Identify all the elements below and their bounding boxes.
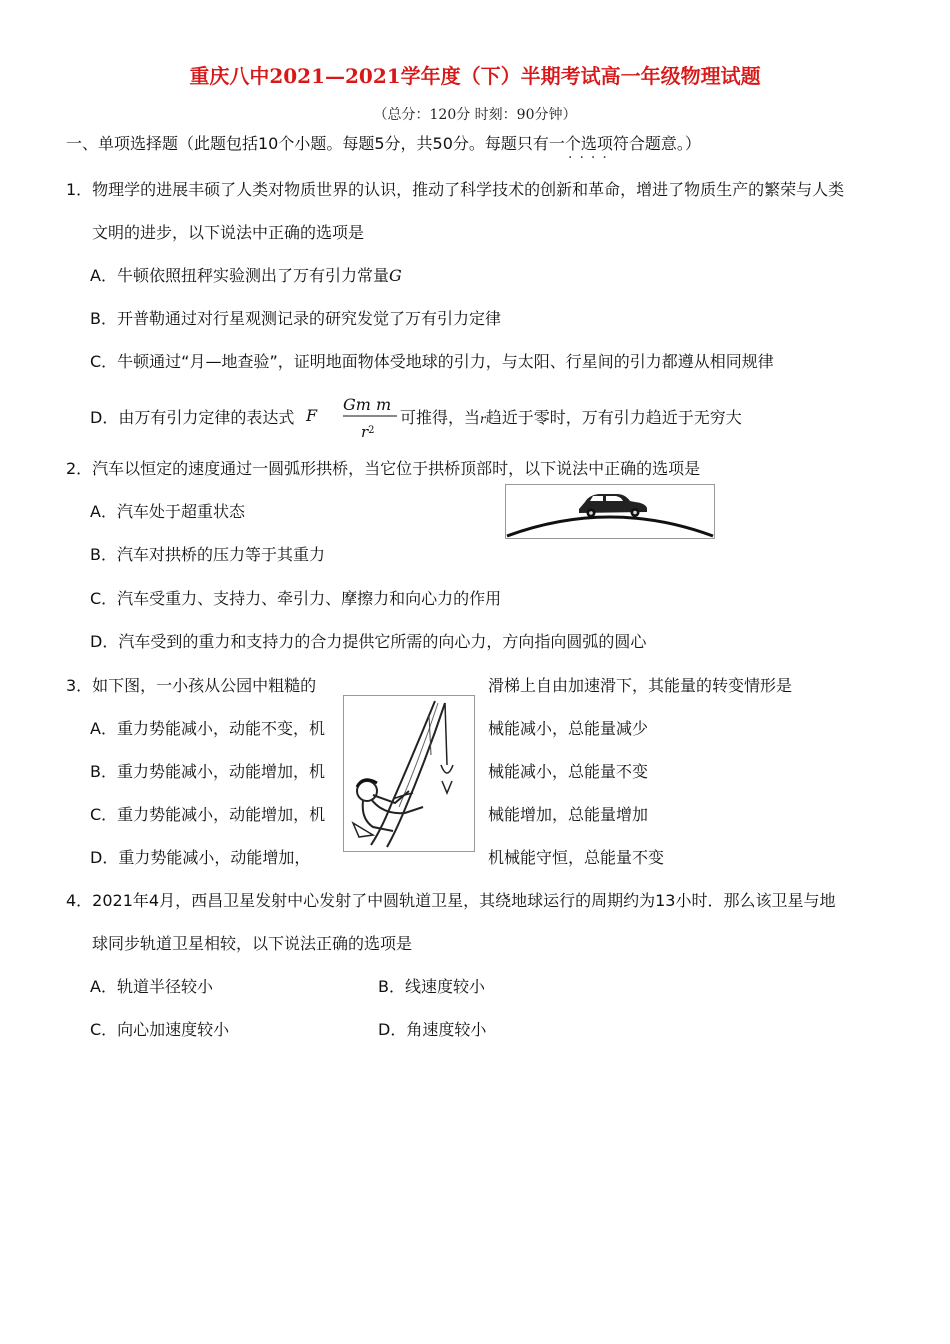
radius-symbol: r — [480, 412, 486, 426]
q4-option-d: D．角速度较小 — [378, 1020, 487, 1039]
q4-stem-line2: 球同步轨道卫星相较，以下说法正确的选项是 — [92, 934, 413, 953]
q3-option-c-left: C．重力势能减小，动能增加，机 — [90, 805, 326, 824]
q2-option-d: D．汽车受到的重力和支持力的合力提供它所需的向心力，方向指向圆弧的圆心 — [90, 632, 647, 651]
q2-option-a: A．汽车处于超重状态 — [90, 502, 245, 521]
q3-option-b-left: B．重力势能减小，动能增加，机 — [90, 762, 325, 781]
formula-exponent: 2 — [368, 425, 375, 436]
q4-option-b: B．线速度较小 — [378, 977, 485, 996]
q3-stem-left: 3．如下图，一小孩从公园中粗糙的 — [66, 676, 317, 695]
q2-stem: 2．汽车以恒定的速度通过一圆弧形拱桥，当它位于拱桥顶部时，以下说法中正确的选项是 — [66, 459, 701, 478]
fraction-bar — [343, 413, 399, 419]
q4-stem-line1: 4．2021年4月，西昌卫星发射中心发射了中圆轨道卫星，其绕地球运行的周期约为13小时．那么该卫星与地 — [66, 891, 836, 910]
q1-option-d-prefix: D．由万有引力定律的表达式 — [90, 408, 295, 427]
q1-option-b: B．开普勒通过对行星观测记录的研究发觉了万有引力定律 — [90, 309, 501, 328]
formula-denominator — [361, 423, 375, 441]
arch-bridge-car-figure — [505, 484, 715, 539]
page-title: 重庆八中2021—2021学年度（下）半期考试高一年级物理试题 — [189, 64, 761, 88]
section-heading: 一、单项选择题（此题包括10个小题。每题5分，共50分。每题只有一个选项符合题意。） — [66, 134, 701, 153]
force-symbol: F — [306, 406, 318, 425]
gravitational-constant-symbol: G — [388, 266, 402, 285]
q1-stem-line1: 1．物理学的进展丰硕了人类对物质世界的认识，推动了科学技术的创新和革命，增进了物质生产的繁荣与人类 — [66, 180, 845, 199]
q4-option-a: A．轨道半径较小 — [90, 977, 213, 996]
exam-info: （总分：120分 时刻：90分钟） — [373, 107, 577, 123]
q1-option-a-text: A．牛顿依照扭秤实验测出了万有引力常量 — [90, 266, 389, 285]
q3-option-d-left: D．重力势能减小，动能增加， — [90, 848, 311, 867]
q2-option-b: B．汽车对拱桥的压力等于其重力 — [90, 545, 325, 564]
formula-numerator: Gm m — [343, 395, 392, 414]
q3-option-d-right: 机械能守恒，总能量不变 — [488, 848, 665, 867]
q3-option-b-right: 械能减小，总能量不变 — [488, 762, 649, 781]
q3-option-c-right: 械能增加，总能量增加 — [488, 805, 649, 824]
q1-option-c: C．牛顿通过“月—地查验”，证明地面物体受地球的引力，与太阳、行星间的引力都遵从相同规律 — [90, 352, 774, 371]
q1-option-d-mid: 可推得，当 — [400, 408, 481, 427]
q1-stem-line2: 文明的进步，以下说法中正确的选项是 — [92, 223, 365, 242]
q1-option-d-suffix — [400, 408, 742, 429]
q1-option-a — [90, 266, 402, 286]
emphasis-dots: ···· — [568, 150, 614, 166]
q3-stem-right: 滑梯上自由加速滑下，其能量的转变情形是 — [488, 676, 793, 695]
q4-option-c: C．向心加速度较小 — [90, 1020, 230, 1039]
q3-option-a-right: 械能减小，总能量减少 — [488, 719, 649, 738]
q3-option-a-left: A．重力势能减小，动能不变，机 — [90, 719, 325, 738]
q1-option-d-end: 趋近于零时，万有引力趋近于无穷大 — [485, 408, 742, 427]
q2-option-c: C．汽车受重力、支持力、牵引力、摩擦力和向心力的作用 — [90, 589, 502, 608]
formula-denominator-r: r — [361, 423, 369, 441]
child-slide-figure — [343, 695, 475, 852]
